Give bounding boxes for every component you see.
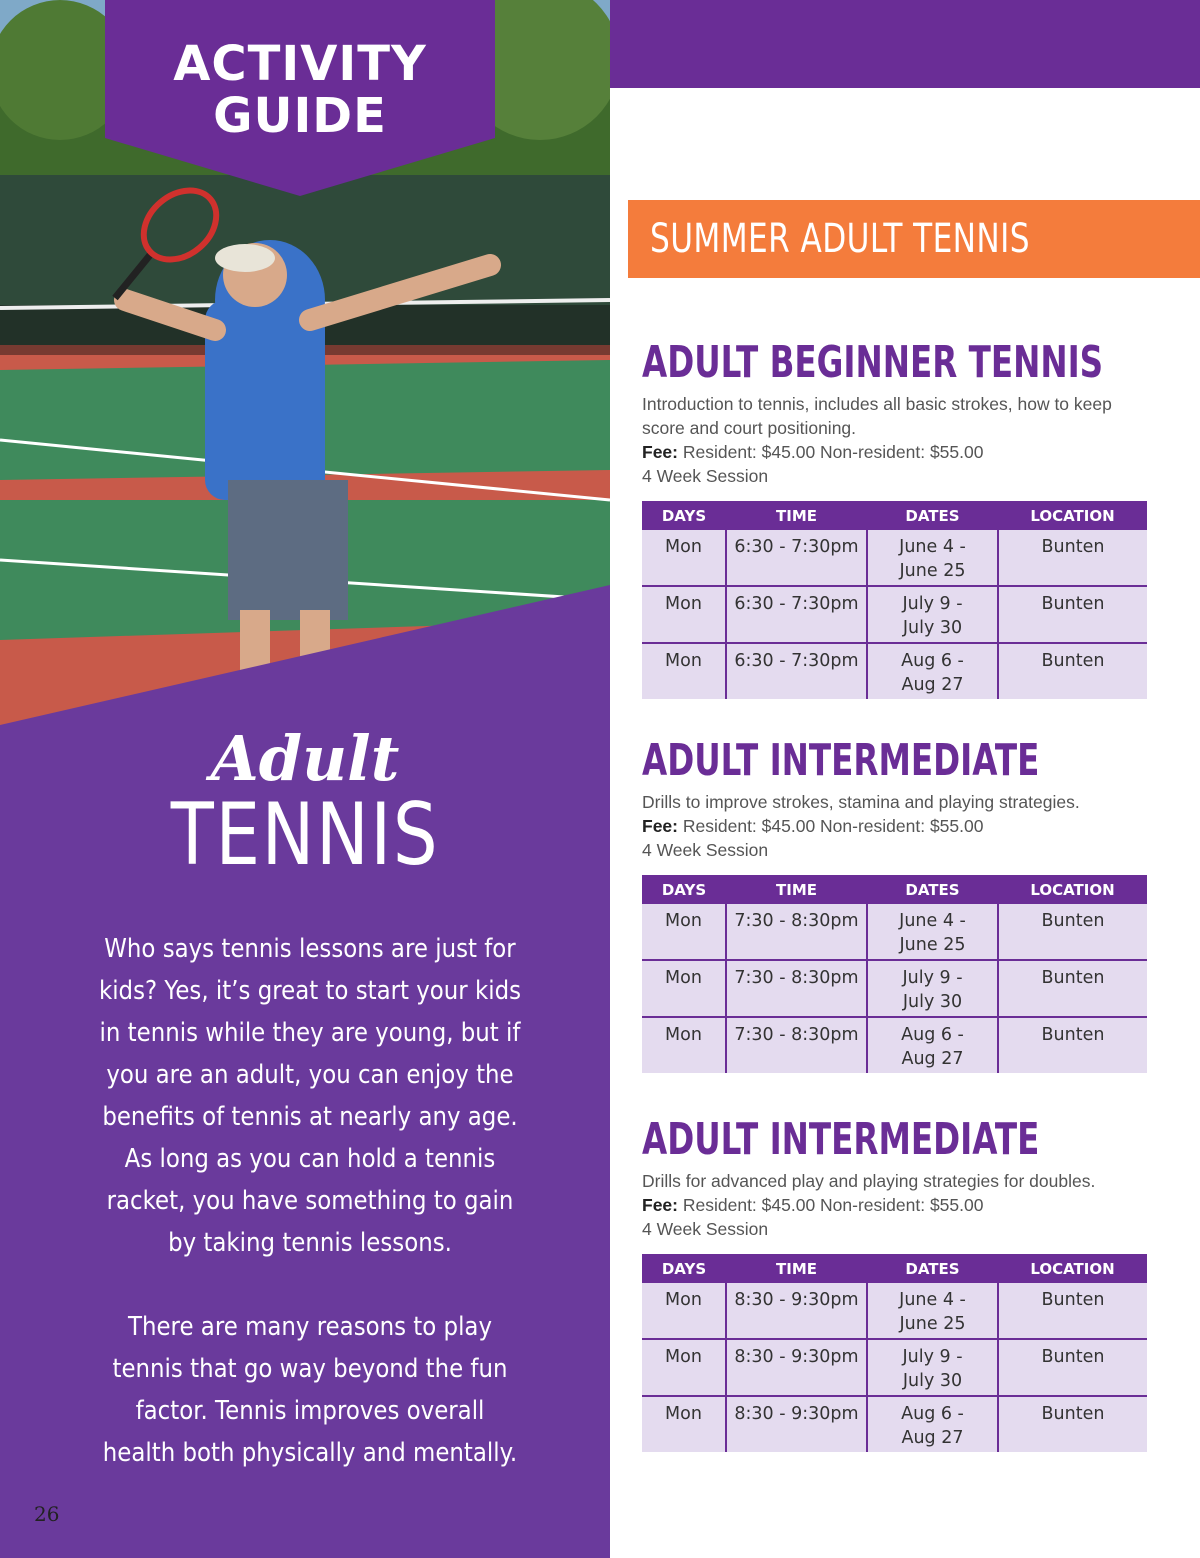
fee-amounts: Resident: $45.00 Non-resident: $55.00 bbox=[682, 816, 984, 836]
feature-big-title: TENNIS bbox=[170, 785, 440, 885]
location-cell: Bunten bbox=[998, 1283, 1147, 1339]
table-header-row bbox=[642, 501, 1147, 530]
table-header-cell: TIME bbox=[726, 1254, 867, 1283]
schedule-table bbox=[642, 501, 1147, 699]
banner-line-1: ACTIVITY bbox=[173, 36, 427, 92]
table-row bbox=[642, 1396, 1147, 1452]
dates-start: July 9 - bbox=[902, 968, 963, 988]
dates-end: June 25 bbox=[899, 1314, 966, 1334]
time-cell: 6:30 - 7:30pm bbox=[726, 586, 867, 643]
table-row bbox=[642, 960, 1147, 1017]
section-header bbox=[628, 200, 1200, 278]
course-block bbox=[642, 338, 1147, 699]
course-session: 4 Week Session bbox=[642, 840, 769, 860]
course-block bbox=[642, 1115, 1147, 1452]
days-cell: Mon bbox=[642, 904, 726, 960]
table-header-cell: TIME bbox=[726, 875, 867, 904]
course-fee bbox=[642, 440, 1147, 464]
time-cell: 6:30 - 7:30pm bbox=[726, 643, 867, 699]
dates-start: June 4 - bbox=[899, 911, 966, 931]
time-cell: 7:30 - 8:30pm bbox=[726, 904, 867, 960]
dates-cell bbox=[867, 643, 998, 699]
days-cell: Mon bbox=[642, 1396, 726, 1452]
days-cell: Mon bbox=[642, 643, 726, 699]
table-header-cell: DATES bbox=[867, 501, 998, 530]
table-header-row bbox=[642, 1254, 1147, 1283]
table-row bbox=[642, 586, 1147, 643]
course-title: ADULT INTERMEDIATE bbox=[642, 735, 1040, 786]
table-row bbox=[642, 1283, 1147, 1339]
course-description-block bbox=[642, 790, 1147, 862]
feature-body bbox=[70, 928, 550, 1474]
dates-cell bbox=[867, 586, 998, 643]
time-cell: 7:30 - 8:30pm bbox=[726, 1017, 867, 1073]
course-description: Drills to improve strokes, stamina and playing strategies. bbox=[642, 792, 1080, 812]
time-cell: 8:30 - 9:30pm bbox=[726, 1396, 867, 1452]
days-cell: Mon bbox=[642, 1339, 726, 1396]
table-header-row bbox=[642, 875, 1147, 904]
table-row bbox=[642, 1339, 1147, 1396]
top-color-bar bbox=[610, 0, 1200, 88]
table-row bbox=[642, 643, 1147, 699]
feature-script-title: Adult bbox=[210, 722, 400, 795]
table-header-cell: DATES bbox=[867, 875, 998, 904]
fee-label: Fee: bbox=[642, 442, 678, 462]
table-header-cell: DAYS bbox=[642, 1254, 726, 1283]
location-cell: Bunten bbox=[998, 1017, 1147, 1073]
dates-start: Aug 6 - bbox=[901, 651, 964, 671]
table-header-cell: DAYS bbox=[642, 501, 726, 530]
dates-start: July 9 - bbox=[902, 594, 963, 614]
table-header-cell: TIME bbox=[726, 501, 867, 530]
dates-start: Aug 6 - bbox=[901, 1404, 964, 1424]
dates-cell bbox=[867, 1339, 998, 1396]
days-cell: Mon bbox=[642, 960, 726, 1017]
location-cell: Bunten bbox=[998, 586, 1147, 643]
course-description-block bbox=[642, 1169, 1147, 1241]
dates-start: June 4 - bbox=[899, 537, 966, 557]
dates-cell bbox=[867, 904, 998, 960]
days-cell: Mon bbox=[642, 530, 726, 586]
time-cell: 7:30 - 8:30pm bbox=[726, 960, 867, 1017]
course-title: ADULT BEGINNER TENNIS bbox=[642, 337, 1104, 388]
course-fee bbox=[642, 814, 1147, 838]
dates-end: July 30 bbox=[902, 992, 963, 1012]
dates-cell bbox=[867, 960, 998, 1017]
table-row bbox=[642, 530, 1147, 586]
location-cell: Bunten bbox=[998, 904, 1147, 960]
course-session: 4 Week Session bbox=[642, 1219, 769, 1239]
dates-end: June 25 bbox=[899, 561, 966, 581]
dates-end: Aug 27 bbox=[901, 675, 964, 695]
schedule-table bbox=[642, 875, 1147, 1073]
table-header-cell: LOCATION bbox=[998, 875, 1147, 904]
dates-end: Aug 27 bbox=[901, 1428, 964, 1448]
feature-paragraph: There are many reasons to play tennis that go way beyond the fun factor. Tennis improves overall health both physically and mentally. bbox=[102, 1312, 518, 1468]
course-session: 4 Week Session bbox=[642, 466, 769, 486]
course-description: Introduction to tennis, includes all basic strokes, how to keep score and court positioning. bbox=[642, 394, 1112, 438]
table-row bbox=[642, 1017, 1147, 1073]
page-number: 26 bbox=[34, 1502, 60, 1526]
dates-end: June 25 bbox=[899, 935, 966, 955]
dates-end: July 30 bbox=[902, 618, 963, 638]
table-row bbox=[642, 904, 1147, 960]
banner-line-2: GUIDE bbox=[213, 88, 387, 144]
table-header-cell: DAYS bbox=[642, 875, 726, 904]
days-cell: Mon bbox=[642, 586, 726, 643]
fee-label: Fee: bbox=[642, 816, 678, 836]
table-header-cell: LOCATION bbox=[998, 1254, 1147, 1283]
fee-label: Fee: bbox=[642, 1195, 678, 1215]
table-header-cell: DATES bbox=[867, 1254, 998, 1283]
location-cell: Bunten bbox=[998, 1339, 1147, 1396]
dates-cell bbox=[867, 1017, 998, 1073]
section-header-title: SUMMER ADULT TENNIS bbox=[650, 216, 1030, 262]
dates-start: July 9 - bbox=[902, 1347, 963, 1367]
course-fee bbox=[642, 1193, 1147, 1217]
feature-paragraph: Who says tennis lessons are just for kids? Yes, it’s great to start your kids in tennis while they are young, but if you are an adult, you can enjoy the benefits of tennis at nearly any age. As long as you can hold a tennis racket, you have something to gain by taking tennis lessons. bbox=[98, 934, 522, 1258]
dates-start: Aug 6 - bbox=[901, 1025, 964, 1045]
dates-end: Aug 27 bbox=[901, 1049, 964, 1069]
dates-start: June 4 - bbox=[899, 1290, 966, 1310]
course-block bbox=[642, 736, 1147, 1073]
fee-amounts: Resident: $45.00 Non-resident: $55.00 bbox=[682, 1195, 984, 1215]
course-description-block bbox=[642, 392, 1147, 488]
course-title: ADULT INTERMEDIATE bbox=[642, 1114, 1040, 1165]
activity-guide-banner bbox=[105, 38, 495, 142]
schedule-table bbox=[642, 1254, 1147, 1452]
time-cell: 8:30 - 9:30pm bbox=[726, 1283, 867, 1339]
table-header-cell: LOCATION bbox=[998, 501, 1147, 530]
dates-cell bbox=[867, 1283, 998, 1339]
course-description: Drills for advanced play and playing strategies for doubles. bbox=[642, 1171, 1096, 1191]
time-cell: 8:30 - 9:30pm bbox=[726, 1339, 867, 1396]
dates-cell bbox=[867, 530, 998, 586]
days-cell: Mon bbox=[642, 1283, 726, 1339]
dates-end: July 30 bbox=[902, 1371, 963, 1391]
location-cell: Bunten bbox=[998, 530, 1147, 586]
location-cell: Bunten bbox=[998, 1396, 1147, 1452]
location-cell: Bunten bbox=[998, 960, 1147, 1017]
time-cell: 6:30 - 7:30pm bbox=[726, 530, 867, 586]
fee-amounts: Resident: $45.00 Non-resident: $55.00 bbox=[682, 442, 984, 462]
location-cell: Bunten bbox=[998, 643, 1147, 699]
days-cell: Mon bbox=[642, 1017, 726, 1073]
dates-cell bbox=[867, 1396, 998, 1452]
